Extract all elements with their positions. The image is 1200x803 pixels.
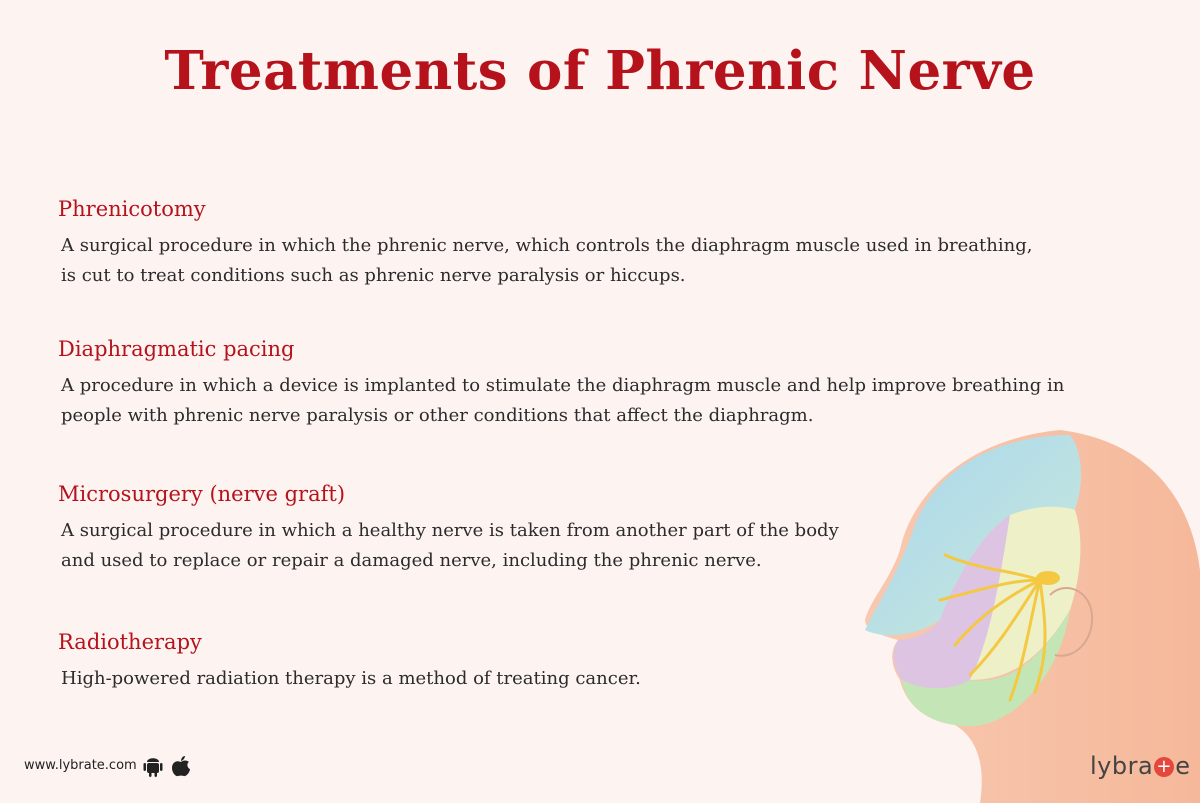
section-body: A surgical procedure in which a healthy nerve is taken from another part of the body and used to replace or repair a damaged nerve, including the phrenic nerve. <box>61 520 839 571</box>
logo-text-left: lybra <box>1090 752 1154 780</box>
section-heading: Radiotherapy <box>58 630 202 654</box>
page-title: Treatments of Phrenic Nerve <box>164 40 1036 102</box>
logo-plus-icon: + <box>1154 757 1174 777</box>
treatment-diaphragmatic-pacing <box>58 337 1064 431</box>
section-body: High-powered radiation therapy is a method of treating cancer. <box>61 668 641 689</box>
treatment-microsurgery <box>58 482 871 576</box>
head-nerve-illustration <box>860 430 1200 803</box>
apple-icon[interactable] <box>171 755 191 777</box>
section-body: A procedure in which a device is implanted to stimulate the diaphragm muscle and help improve breathing in people with phrenic nerve paralysis or other conditions that affect the diaphragm. <box>61 375 1065 426</box>
website-url[interactable]: www.lybrate.com <box>24 758 137 773</box>
section-heading: Phrenicotomy <box>58 197 206 221</box>
treatment-radiotherapy <box>58 630 641 694</box>
treatment-phrenicotomy <box>58 197 1032 291</box>
logo-text-right: e <box>1175 752 1191 780</box>
section-body: A surgical procedure in which the phrenic nerve, which controls the diaphragm muscle used in breathing, is cut to treat conditions such as phrenic nerve paralysis or hiccups. <box>61 235 1033 286</box>
android-icon[interactable] <box>143 755 163 777</box>
lybrate-logo[interactable] <box>1090 752 1190 780</box>
section-heading: Microsurgery (nerve graft) <box>58 482 346 506</box>
section-heading: Diaphragmatic pacing <box>58 337 295 361</box>
nerve-ganglion <box>1036 571 1060 585</box>
